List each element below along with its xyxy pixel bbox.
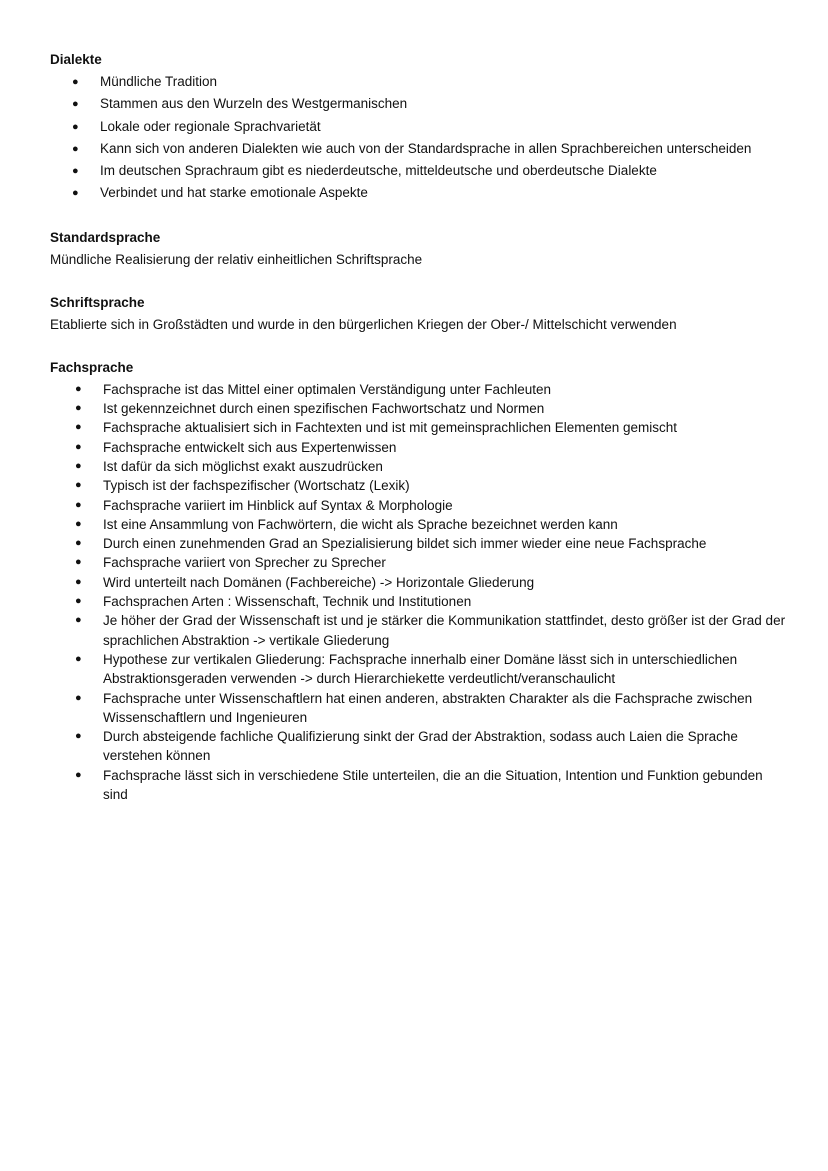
list-item bbox=[50, 573, 790, 592]
list-item-text: Fachsprache variiert im Hinblick auf Syntax & Morphologie bbox=[103, 497, 453, 513]
bullet-icon: ● bbox=[75, 595, 82, 608]
list-item bbox=[50, 611, 790, 650]
list-item-text: Fachsprache unter Wissenschaftlern hat einen anderen, abstrakten Charakter als die Fachsprache zwischen Wissenschaftlern und Ingenieuren bbox=[103, 690, 753, 725]
list-item bbox=[50, 496, 790, 515]
list-item bbox=[50, 138, 790, 160]
list-item bbox=[50, 476, 790, 495]
list-item bbox=[50, 93, 790, 115]
list-item-text: Fachsprachen Arten : Wissenschaft, Technik und Institutionen bbox=[103, 594, 472, 610]
bullet-icon: ● bbox=[75, 440, 82, 453]
bullet-icon: ● bbox=[72, 165, 79, 178]
heading-dialekte: Dialekte bbox=[50, 52, 102, 67]
list-item-text: Fachsprache ist das Mittel einer optimalen Verständigung unter Fachleuten bbox=[103, 381, 552, 397]
list-item-text: Lokale oder regionale Sprachvarietät bbox=[100, 118, 321, 134]
bullet-icon: ● bbox=[75, 382, 82, 395]
list-item-text: Fachsprache variiert von Sprecher zu Sprecher bbox=[103, 555, 386, 571]
list-item-text: Ist gekennzeichnet durch einen spezifischen Fachwortschatz und Normen bbox=[103, 401, 545, 417]
bullet-icon: ● bbox=[75, 575, 82, 588]
bullet-icon: ● bbox=[72, 76, 79, 88]
bullet-icon: ● bbox=[75, 402, 82, 415]
section-standardsprache bbox=[50, 228, 790, 270]
list-item-text: Fachsprache entwickelt sich aus Expertenwissen bbox=[103, 439, 397, 455]
list-item bbox=[50, 727, 790, 766]
list-item bbox=[50, 71, 790, 93]
bullet-icon: ● bbox=[75, 730, 82, 743]
list-item-text: Verbindet und hat starke emotionale Aspekte bbox=[100, 185, 368, 201]
bullet-icon: ● bbox=[75, 691, 82, 704]
bullet-icon: ● bbox=[75, 614, 82, 627]
bullet-icon: ● bbox=[72, 120, 79, 133]
list-item bbox=[50, 380, 790, 399]
list-item bbox=[50, 457, 790, 476]
bullet-icon: ● bbox=[75, 479, 82, 492]
bullet-icon: ● bbox=[75, 556, 82, 569]
list-item-text: Ist dafür da sich möglichst exakt auszudrücken bbox=[103, 458, 383, 474]
list-item bbox=[50, 553, 790, 572]
list-item-text: Hypothese zur vertikalen Gliederung: Fachsprache innerhalb einer Domäne lässt sich in unterschiedlichen Abstraktionsgeraden verwenden -> durch Hierarchiekette verdeutlicht/veranschaulicht bbox=[103, 651, 738, 687]
list-item bbox=[50, 592, 790, 611]
bullet-icon: ● bbox=[75, 498, 82, 511]
section-schriftsprache bbox=[50, 293, 790, 335]
document-page bbox=[50, 50, 790, 804]
bullet-icon: ● bbox=[75, 517, 82, 530]
standardsprache-text: Mündliche Realisierung der relativ einheitlichen Schriftsprache bbox=[50, 251, 423, 267]
bullet-icon: ● bbox=[72, 98, 79, 111]
list-item bbox=[50, 766, 790, 805]
list-item-text: Stammen aus den Wurzeln des Westgermanischen bbox=[100, 96, 408, 112]
list-item-text: Fachsprache lässt sich in verschiedene Stile unterteilen, die an die Situation, Intention und Funktion gebunden sind bbox=[103, 767, 763, 803]
bullet-icon: ● bbox=[75, 768, 82, 781]
bullet-icon: ● bbox=[75, 652, 82, 665]
list-item bbox=[50, 116, 790, 138]
list-item-text: Kann sich von anderen Dialekten wie auch von der Standardsprache in allen Sprachbereichen unterscheiden bbox=[100, 140, 752, 156]
list-item bbox=[50, 689, 790, 728]
list-item-text: Im deutschen Sprachraum gibt es niederdeutsche, mitteldeutsche und oberdeutsche Dialekte bbox=[100, 163, 657, 179]
list-item-text: Ist eine Ansammlung von Fachwörtern, die wicht als Sprache bezeichnet werden kann bbox=[103, 516, 618, 532]
schriftsprache-text: Etablierte sich in Großstädten und wurde in den bürgerlichen Kriegen der Ober-/ Mittelschicht verwenden bbox=[50, 316, 677, 332]
list-item bbox=[50, 182, 790, 204]
list-item bbox=[50, 160, 790, 182]
list-item bbox=[50, 438, 790, 457]
list-item-text: Fachsprache aktualisiert sich in Fachtexten und ist mit gemeinsprachlichen Elementen gemischt bbox=[103, 420, 678, 436]
list-item-text: Typisch ist der fachspezifischer (Wortschatz (Lexik) bbox=[103, 478, 410, 494]
list-item-text: Je höher der Grad der Wissenschaft ist und je stärker die Kommunikation stattfindet, desto größer ist der Grad der sprachlichen Abstraktion -> vertikale Gliederung bbox=[103, 613, 786, 648]
bullet-icon: ● bbox=[75, 421, 82, 434]
section-dialekte bbox=[50, 50, 790, 205]
list-item-text: Wird unterteilt nach Domänen (Fachbereiche) -> Horizontale Gliederung bbox=[103, 574, 535, 590]
list-item-text: Durch absteigende fachliche Qualifizierung sinkt der Grad der Abstraktion, sodass auch Laien die Sprache verstehen können bbox=[103, 729, 738, 764]
list-item bbox=[50, 534, 790, 553]
list-item-text: Durch einen zunehmenden Grad an Spezialisierung bildet sich immer wieder eine neue Fachsprache bbox=[103, 536, 707, 552]
heading-schriftsprache: Schriftsprache bbox=[50, 294, 145, 310]
bullet-icon: ● bbox=[72, 187, 79, 200]
bullet-icon: ● bbox=[75, 537, 82, 550]
heading-fachsprache: Fachsprache bbox=[50, 359, 134, 375]
bullet-icon: ● bbox=[75, 459, 82, 472]
list-item-text: Mündliche Tradition bbox=[100, 74, 218, 89]
list-item bbox=[50, 650, 790, 689]
list-item bbox=[50, 399, 790, 418]
bullet-icon: ● bbox=[72, 142, 79, 155]
dialekte-list bbox=[50, 71, 790, 205]
heading-standardsprache: Standardsprache bbox=[50, 229, 161, 245]
list-item bbox=[50, 515, 790, 534]
list-item bbox=[50, 418, 790, 437]
fachsprache-list bbox=[50, 380, 790, 805]
section-fachsprache bbox=[50, 358, 790, 805]
